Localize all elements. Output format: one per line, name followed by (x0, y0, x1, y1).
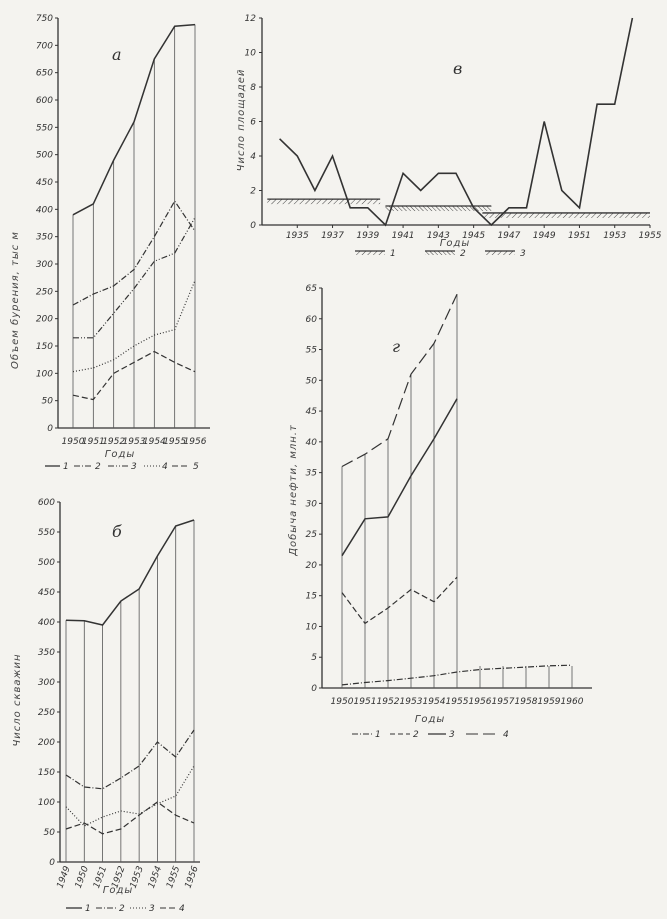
panel-g-letter: г (392, 337, 401, 356)
panel-v-legend (355, 249, 526, 259)
a-y-tick-label: 400 (35, 205, 53, 216)
a-y-tick-label: 350 (35, 232, 53, 243)
g-y-tick-label: 40 (305, 437, 317, 448)
b-x-tick-label: 1953 (128, 864, 146, 890)
g-y-tick-label: 15 (305, 591, 317, 602)
v-band-3-hatch (482, 213, 650, 218)
legend-v-label-1: 1 (390, 249, 396, 259)
b-series-2-line (66, 730, 194, 789)
legend-v-label-3: 3 (520, 249, 526, 259)
a-x-tick-label: 1955 (163, 437, 187, 447)
panel-b-x-axis-title: Годы (102, 885, 134, 896)
panel-g-legend (352, 730, 509, 740)
b-y-tick-label: 300 (37, 678, 55, 688)
panel-v-letter: в (453, 59, 463, 78)
panel-a-y-axis-title: Объем бурения, тыс м (10, 231, 21, 369)
b-y-tick-label: 250 (37, 708, 55, 718)
a-x-tick-label: 1952 (102, 437, 126, 447)
v-y-tick-label: 2 (250, 186, 256, 197)
a-y-tick-label: 50 (41, 396, 53, 407)
g-y-tick-label: 35 (305, 468, 317, 479)
b-x-tick-label: 1956 (183, 864, 201, 890)
b-y-tick-label: 100 (37, 798, 55, 808)
b-x-tick-label: 1950 (73, 864, 92, 890)
panel-a-chart (9, 14, 210, 472)
legend-g-label-3: 3 (449, 730, 455, 740)
b-series-1-line (66, 520, 194, 625)
a-x-tick-label: 1953 (122, 437, 146, 447)
g-x-tick-label: 1960 (560, 697, 584, 707)
legend-b-label-3: 3 (149, 904, 155, 914)
g-series-2-line (342, 577, 457, 623)
legend-b-label-2: 2 (119, 904, 125, 914)
g-y-tick-label: 45 (305, 407, 317, 418)
a-y-tick-label: 250 (35, 287, 53, 298)
g-series-3-line (342, 399, 457, 556)
panel-a-x-axis-title: Годы (104, 449, 136, 460)
panel-g-chart (287, 284, 592, 740)
b-y-tick-label: 400 (37, 618, 55, 628)
legend-a-label-2: 2 (95, 462, 101, 472)
a-y-tick-label: 100 (35, 369, 53, 380)
b-y-tick-label: 600 (37, 498, 55, 508)
legend-b-label-4: 4 (179, 904, 185, 914)
panel-b-y-axis-title: Число скважин (12, 653, 23, 747)
b-y-tick-label: 50 (43, 828, 55, 838)
a-y-tick-label: 700 (35, 41, 53, 52)
legend-a-label-5: 5 (193, 462, 199, 472)
g-y-tick-label: 30 (305, 499, 317, 510)
g-x-tick-label: 1956 (468, 697, 492, 707)
v-series-main-line (280, 18, 633, 225)
g-y-tick-label: 20 (305, 560, 317, 571)
legend-g-label-4: 4 (503, 730, 509, 740)
a-x-tick-label: 1956 (183, 437, 207, 447)
panel-g-x-axis-title: Годы (414, 714, 446, 725)
legend-a-label-4: 4 (162, 462, 168, 472)
v-x-tick-label: 1949 (532, 231, 556, 241)
panel-g-y-axis-title: Добыча нефти, млн.т (288, 424, 299, 556)
v-y-tick-label: 12 (244, 14, 256, 24)
b-x-tick-label: 1951 (92, 864, 110, 890)
a-y-tick-label: 150 (35, 342, 53, 352)
legend-v-swatch-2 (425, 251, 455, 255)
v-x-tick-label: 1955 (638, 231, 662, 241)
legend-a-label-1: 1 (63, 462, 69, 472)
g-x-tick-label: 1953 (399, 697, 423, 707)
g-y-tick-label: 50 (305, 376, 317, 387)
legend-g-label-1: 1 (375, 730, 381, 740)
panel-b-legend (66, 904, 185, 914)
v-x-tick-label: 1951 (568, 231, 591, 241)
g-x-tick-label: 1957 (491, 697, 515, 707)
legend-a-label-3: 3 (131, 462, 137, 472)
legend-g-label-2: 2 (413, 730, 419, 740)
v-y-tick-label: 4 (250, 152, 256, 162)
a-x-tick-label: 1951 (81, 437, 105, 447)
v-band-1-hatch (267, 199, 380, 204)
v-y-tick-label: 10 (244, 48, 256, 59)
a-y-tick-label: 0 (47, 424, 53, 434)
a-y-tick-label: 750 (35, 14, 53, 24)
panel-v-chart (236, 14, 662, 259)
g-y-tick-label: 60 (305, 314, 317, 325)
g-x-tick-label: 1951 (353, 697, 377, 707)
a-y-tick-label: 500 (35, 150, 53, 161)
v-x-tick-label: 1941 (391, 231, 415, 241)
a-y-tick-label: 300 (35, 260, 53, 270)
legend-v-label-2: 2 (460, 249, 466, 259)
g-x-tick-label: 1959 (537, 697, 561, 707)
g-x-tick-label: 1952 (376, 697, 400, 707)
v-x-tick-label: 1935 (285, 231, 309, 241)
b-y-tick-label: 450 (37, 588, 55, 598)
legend-v-swatch-3 (485, 251, 515, 255)
a-y-tick-label: 550 (35, 123, 53, 134)
b-y-tick-label: 0 (49, 858, 55, 868)
g-y-tick-label: 25 (305, 530, 317, 541)
panel-a-legend (45, 462, 199, 472)
v-y-tick-label: 6 (250, 117, 256, 128)
g-x-tick-label: 1955 (445, 697, 469, 707)
g-y-tick-label: 10 (305, 622, 317, 633)
b-x-tick-label: 1954 (146, 864, 165, 890)
g-y-tick-label: 65 (305, 284, 317, 294)
b-series-4-line (66, 802, 194, 834)
a-y-tick-label: 200 (35, 314, 53, 325)
v-x-tick-label: 1939 (356, 231, 380, 241)
b-x-tick-label: 1949 (55, 864, 73, 890)
g-y-tick-label: 55 (305, 345, 317, 356)
g-x-tick-label: 1950 (330, 697, 354, 707)
b-y-tick-label: 200 (37, 738, 55, 748)
g-x-tick-label: 1954 (422, 697, 446, 707)
v-x-tick-label: 1953 (603, 231, 627, 241)
b-y-tick-label: 150 (37, 768, 55, 778)
legend-v-swatch-1 (355, 251, 385, 255)
b-x-tick-label: 1952 (110, 864, 128, 890)
legend-b-label-1: 1 (85, 904, 91, 914)
b-series-3-line (66, 766, 194, 826)
b-y-tick-label: 500 (37, 558, 55, 568)
v-y-tick-label: 0 (250, 221, 256, 231)
v-x-tick-label: 1937 (321, 231, 344, 241)
g-series-4-line (342, 294, 457, 466)
panel-b-letter: б (112, 522, 122, 541)
v-x-tick-label: 1945 (462, 231, 486, 241)
g-y-tick-label: 5 (311, 653, 317, 664)
panel-v-y-axis-title: Число площадей (236, 68, 247, 172)
panel-a-letter: а (112, 45, 122, 64)
a-x-tick-label: 1954 (142, 437, 166, 447)
g-x-tick-label: 1958 (514, 697, 538, 707)
b-y-tick-label: 550 (37, 528, 55, 538)
panel-b-chart (12, 498, 201, 914)
a-y-tick-label: 600 (35, 96, 53, 106)
a-y-tick-label: 450 (35, 178, 53, 188)
b-y-tick-label: 350 (37, 648, 55, 658)
v-x-tick-label: 1947 (497, 231, 521, 241)
v-y-tick-label: 8 (250, 83, 256, 93)
a-y-tick-label: 650 (35, 68, 53, 79)
g-y-tick-label: 0 (311, 684, 317, 694)
a-x-tick-label: 1950 (61, 437, 85, 447)
b-x-tick-label: 1955 (165, 864, 183, 890)
v-x-tick-label: 1943 (426, 231, 450, 241)
panel-v-x-axis-title: Годы (439, 238, 471, 249)
